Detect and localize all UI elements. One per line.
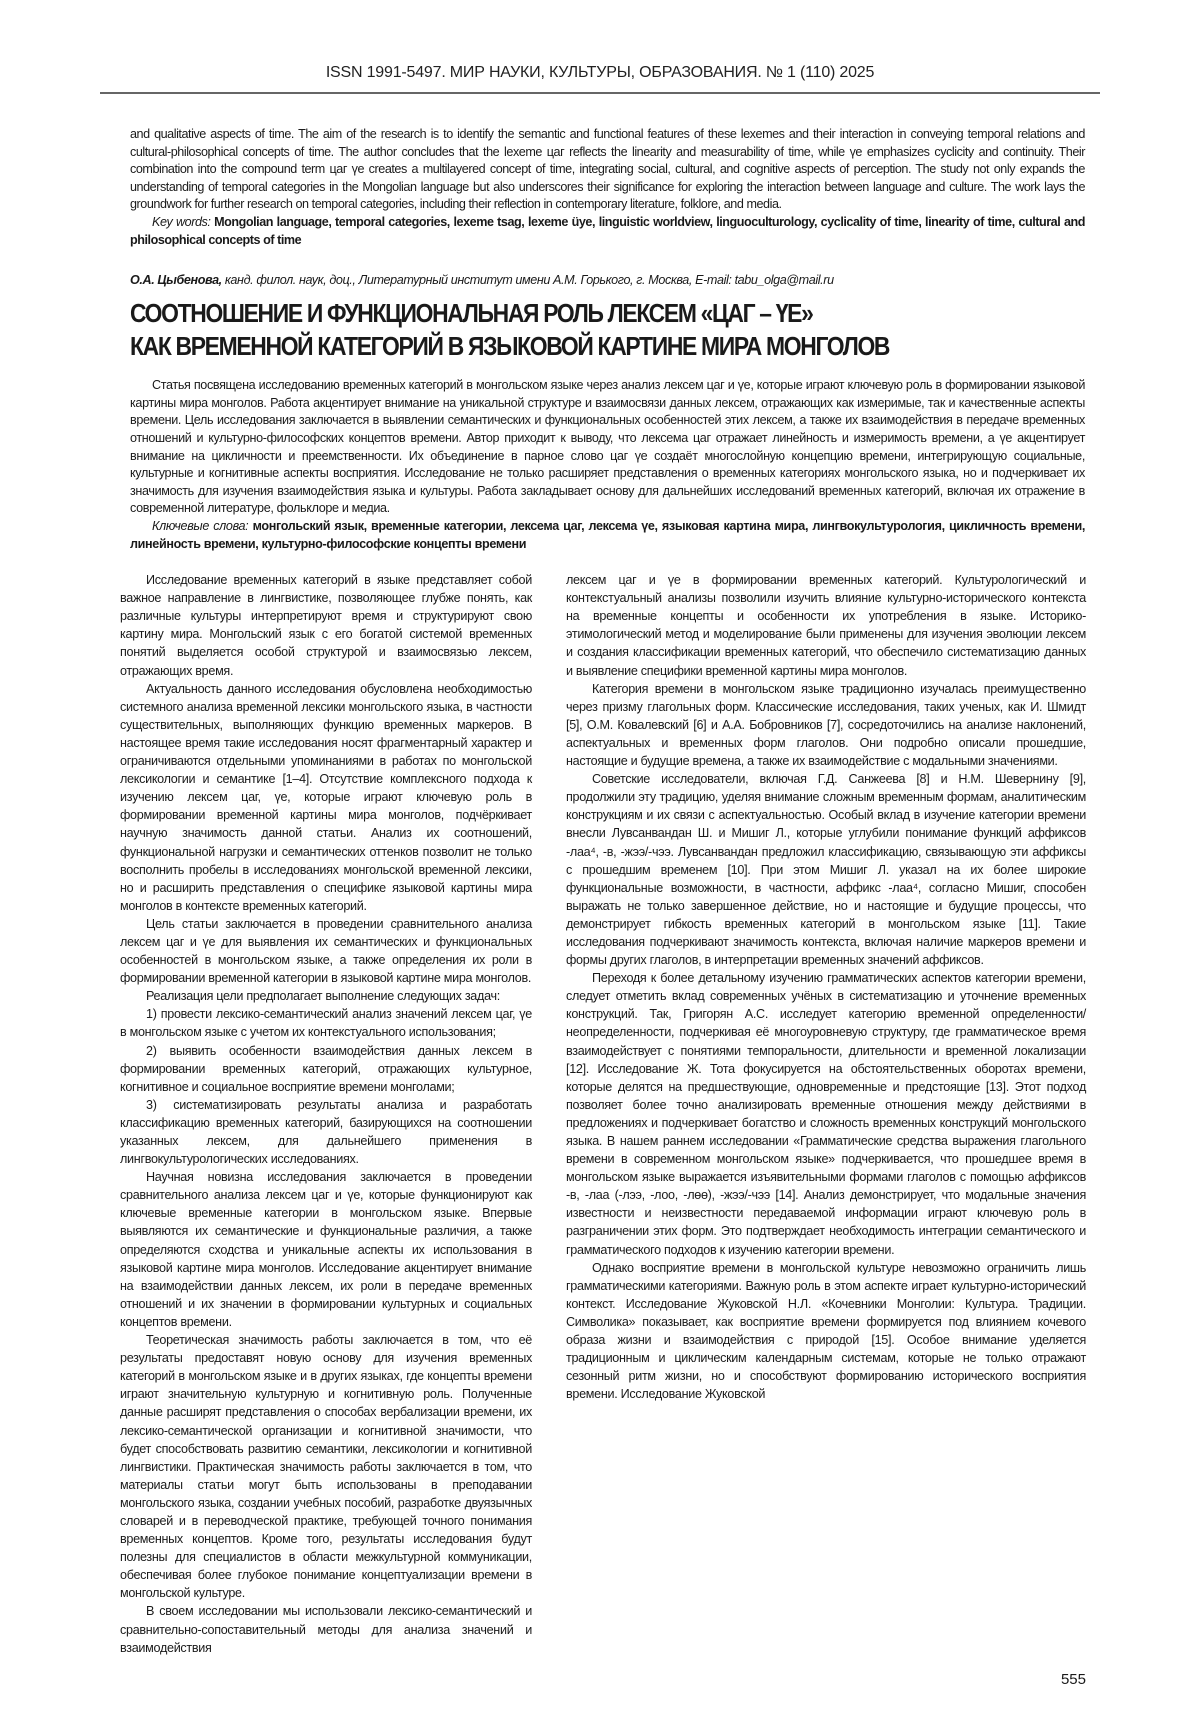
- journal-header: ISSN 1991-5497. МИР НАУКИ, КУЛЬТУРЫ, ОБРАЗОВАНИЯ. № 1 (110) 2025: [325, 64, 875, 81]
- paragraph: 3) систематизировать результаты анализа и разработать классификацию временных категорий, базирующихся на соотношении указанных лексем, для дальнейшего применения в лингвокультурологических исследованиях.: [120, 1097, 532, 1167]
- paragraph: В своем исследовании мы использовали лексико-семантический и сравнительно-сопоставительный методы для анализа значений и взаимодействия: [120, 1604, 532, 1655]
- keywords-list: Mongolian language, temporal categories, lexeme tsag, lexeme üye, linguistic worldview, linguoculturology, cyclicality of time, linearity of time, cultural and philosophical concepts of time: [130, 214, 1085, 247]
- abstract-english-text: and qualitative aspects of time. The aim of the research is to identify the semantic and functional features of these lexemes and their interaction in conveying temporal relations and cultural-philosophical concepts of time. The author concludes that the lexeme цаг reflects the linearity and measurability of time, while үе emphasizes cyclicity and continuity. Their combination into the compound term цаг үе creates a multilayered concept of time, integrating social, cultural, and cognitive aspects of perception. The study not only expands the understanding of temporal categories in the Mongolian language but also underscores their significance for exploring the interaction between language and culture. The work lays the groundwork for further research on temporal categories, including their reflection in contemporary literature, folklore, and media.: [130, 127, 1085, 212]
- author-details: канд. филол. наук, доц., Литературный институт имени А.М. Горького, г. Москва, E-mail: tabu_olga@mail.ru: [224, 273, 834, 288]
- title-line-1: СООТНОШЕНИЕ И ФУНКЦИОНАЛЬНАЯ РОЛЬ ЛЕКСЕМ «ЦАГ – ҮЕ»: [130, 298, 813, 329]
- paragraph: Реализация цели предполагает выполнение следующих задач:: [146, 989, 500, 1004]
- header-divider: [100, 92, 1100, 94]
- paragraph: Категория времени в монгольском языке традиционно изучалась преимущественно через призму глагольных форм. Классические исследования, таких ученых, как И. Шмидт [5], О.М. Ковалевский [6] и А.А. Бобровников [7], сосредоточились на анализе наклонений, аспектуальных и временных форм глаголов. Они подробно описали прошедшие, настоящие и будущие времена, а также их взаимодействие с модальными значениями.: [566, 681, 1086, 769]
- keywords-russian: [130, 518, 1085, 553]
- keywords-english: [130, 214, 1085, 249]
- abstract-english: [130, 126, 1085, 249]
- body-column-right: [566, 571, 1086, 1403]
- paragraph: 1) провести лексико-семантический анализ значений лексем цаг, үе в монгольском языке с учетом их контекстуального использования;: [120, 1007, 532, 1040]
- keywords-list: монгольский язык, временные категории, лексема цаг, лексема үе, языковая картина мира, лингвокультурология, цикличность времени, линейность времени, культурно-философские концепты времени: [130, 518, 1086, 551]
- keywords-label: Ключевые слова:: [152, 518, 249, 533]
- paragraph: Исследование временных категорий в языке представляет собой важное направление в лингвистике, позволяющее глубже понять, как различные культуры интерпретируют время и структурируют свою картину мира. Монгольский язык с его богатой системой временных понятий выделяется особой структурой и взаимосвязью лексем, отражающих время.: [120, 573, 532, 678]
- author-line: [130, 273, 1085, 287]
- paragraph: Теоретическая значимость работы заключается в том, что её результаты предоставят новую основу для изучения временных категорий в монгольском языке и в других языках, где концепты времени играют значительную культурную и когнитивную роль. Полученные данные расширят представления о способах вербализации времени, их лексико-семантической организации и когнитивной значимости, что будет способствовать развитию семантики, лексикологии и когнитивной лингвистики. Практическая значимость работы заключается в том, что материалы статьи могут быть использованы в преподавании монгольского языка, создании учебных пособий, разработке двуязычных словарей и в переводческой практике, требующей точного понимания временных концептов. Кроме того, результаты исследования будут полезны для специалистов в области межкультурной коммуникации, обеспечивая более глубокое понимание концептуализации времени в монгольской культуре.: [120, 1333, 532, 1601]
- article-title: [130, 297, 1085, 363]
- paragraph: 2) выявить особенности взаимодействия данных лексем в формировании временных категорий, отражающих культурное, когнитивное и социальное восприятие времени монголами;: [120, 1043, 532, 1094]
- body-columns: [120, 571, 1086, 1657]
- title-line-2: КАК ВРЕМЕННОЙ КАТЕГОРИЙ В ЯЗЫКОВОЙ КАРТИНЕ МИРА МОНГОЛОВ: [130, 331, 890, 362]
- paragraph: Однако восприятие времени в монгольской культуре невозможно ограничить лишь грамматическими категориями. Важную роль в этом аспекте играет культурно-исторический контекст. Исследование Жуковской Н.Л. «Кочевники Монголии: Культура. Традиции. Символика» показывает, как восприятие времени формируется под влиянием кочевого образа жизни и взаимодействия с природой [15]. Особое внимание уделяется традиционным и циклическим календарным системам, которые не только отражают сезонный ритм жизни, но и способствуют формированию исторического восприятия времени. Исследование Жуковской: [566, 1260, 1086, 1402]
- author-name: О.А. Цыбенова,: [130, 273, 222, 288]
- keywords-label: Key words:: [152, 214, 211, 229]
- body-column-left: [120, 571, 532, 1657]
- abstract-russian: [130, 377, 1085, 553]
- paragraph: Научная новизна исследования заключается в проведении сравнительного анализа лексем цаг и үе, которые функционируют как ключевые временные категории в монгольском языке. Впервые выявляются их семантические и функциональные различия, а также определяются сходства и уникальные аспекты их использования в языковой картине мира монголов. Исследование акцентирует внимание на взаимодействии данных лексем, их роли в передаче временных отношений и их значении в формировании культурных и социальных концептов времени.: [120, 1170, 532, 1329]
- paragraph: Советские исследователи, включая Г.Д. Санжеева [8] и Н.М. Шевернину [9], продолжили эту традицию, уделяя внимание сложным временным формам, аналитическим конструкциям и их связи с аспектуальностью. Особый вклад в изучение категории времени внесли Лувсанвандан Ш. и Мишиг Л., которые углубили понимание функций аффиксов -лаа⁴, -в, -жээ/-чээ. Лувсанвандан предложил классификацию, связывающую эти аффиксы с прошедшим временем [10]. При этом Мишиг Л. указал на их более широкие функциональные возможности, в частности, аффикс -лаа⁴, согласно Мишиг, способен выражать не только завершенное действие, но и настоящие и будущие процессы, что демонстрирует гибкость временных категорий в монгольском языке [11]. Такие исследования подчеркивают значимость контекста, включая наличие маркеров времени и формы других глаголов, в интерпретации временных значений аффиксов.: [566, 772, 1086, 968]
- paragraph: лексем цаг и үе в формировании временных категорий. Культурологический и контекстуальный анализы позволили изучить влияние культурно-исторического контекста на временные концепты и особенности их употребления в языке. Историко-этимологический метод и моделирование были применены для изучения эволюции лексем и создания классификации временных категорий, что обеспечило систематизацию данных и выявление специфики временной картины мира монголов.: [566, 573, 1086, 678]
- paragraph: Актуальность данного исследования обусловлена необходимостью системного анализа временной лексики монгольского языка, в частности существительных, выполняющих функцию временных маркеров. В настоящее время такие исследования носят фрагментарный характер и ограничиваются отдельными упоминаниями в работах по монгольской лексикологии и семантике [1–4]. Отсутствие комплексного подхода к изучению лексем цаг, үе, которые играют ключевую роль в формировании временной картины мира монголов, подчёркивает научную значимость данной статьи. Анализ их соотношений, функциональной нагрузки и семантических оттенков позволит не только восполнить пробелы в исследованиях монгольской временной лексики, но и расширить представления о специфике языковой картины мира монголов в контексте временных категорий.: [120, 681, 532, 913]
- page-number: 555: [1060, 1670, 1086, 1688]
- paragraph: Переходя к более детальному изучению грамматических аспектов категории времени, следует отметить вклад современных учёных в систематизацию и уточнение временных конструкций. Так, Григорян А.С. исследует категорию временной определенности/неопределенности, подчеркивая её многоуровневую структуру, где грамматическое время взаимодействует с понятиями темпоральности, длительности и временной локализации [12]. Исследование Ж. Тота фокусируется на обстоятельственных оборотах времени, которые делятся на предшествующие, одновременные и предстоящие [13]. Этот подход позволяет более точно анализировать временные отношения между действиями в предложениях и подчеркивает богатство и сложность временных конструкций монгольского языка. В нашем раннем исследовании «Грамматические средства выражения глагольного времени в современном монгольском языке» подчеркивается, что прошедшее время в монгольском языке выражается изъявительными формами глаголов с помощью аффиксов -в, -лаа (-лээ, -лоо, -лөө), -жээ/-чээ [14]. Анализ демонстрирует, что модальные значения известности и неизвестности передаваемой информации играют ключевую роль в разграничении этих форм. Это подтверждает необходимость интеграции семантического и грамматического подходов к изучению категории времени.: [566, 971, 1086, 1257]
- abstract-russian-text: Статья посвящена исследованию временных категорий в монгольском языке через анализ лексем цаг и үе, которые играют ключевую роль в формировании языковой картины мира монголов. Работа акцентирует внимание на уникальной структуре и взаимосвязи данных лексем, отражающих как измеримые, так и качественные аспекты времени. Цель исследования заключается в выявлении семантических и функциональных особенностей этих лексем, а также их взаимодействия в передаче временных отношений и культурно-философских концептов времени. Автор приходит к выводу, что лексема цаг отражает линейность и измеримость времени, а үе акцентирует внимание на цикличности и преемственности. Их объединение в парное слово цаг үе создаёт многослойную концепцию времени, интегрирующую социальные, культурные и когнитивные аспекты восприятия. Исследование не только расширяет представления о временных категориях монгольского языка, но и подчеркивает их значимость для изучения взаимодействия языка и культуры. Работа закладывает основу для дальнейших исследований временных категорий, включая их отражение в современной литературе, фольклоре и медиа.: [130, 378, 1085, 516]
- paragraph: Цель статьи заключается в проведении сравнительного анализа лексем цаг и үе для выявления их семантических и функциональных особенностей в монгольском языке, а также определения их роли в формировании временной категории в языковой картине мира монголов.: [120, 916, 532, 986]
